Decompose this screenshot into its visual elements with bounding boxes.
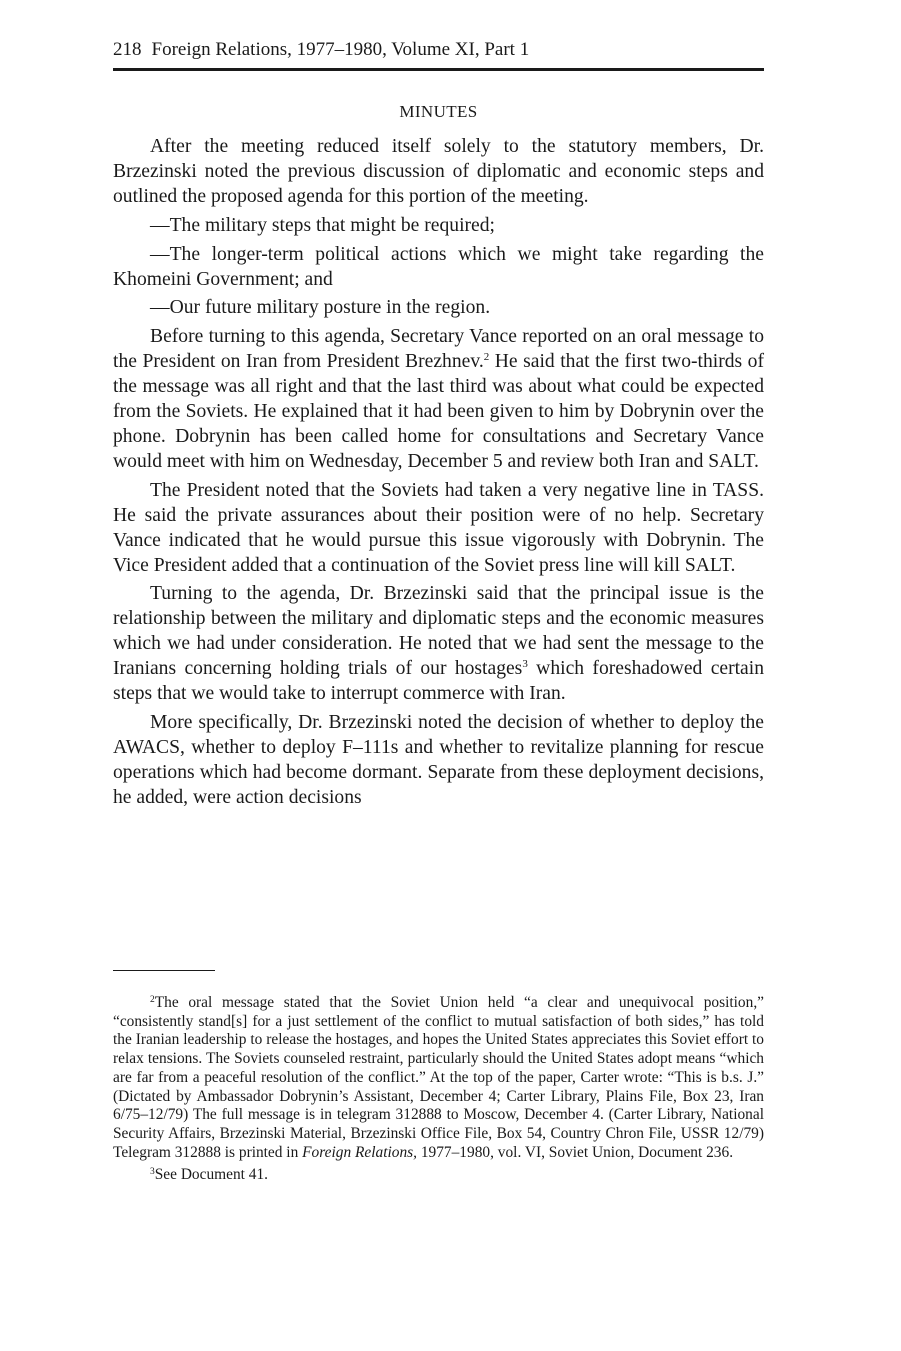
running-head — [113, 38, 764, 62]
paragraph — [113, 325, 764, 474]
paragraph: —The military steps that might be required; — [150, 214, 495, 236]
footnotes — [113, 994, 764, 1189]
footnote-text: See Document 41. — [154, 1166, 269, 1184]
volume-title: Foreign Relations, 1977–1980, Volume XI, Part 1 — [151, 39, 530, 60]
footnote-marker: 2 — [150, 995, 155, 1005]
footnote-text: The oral message stated that the Soviet Union held “a clear and unequivocal position,” “consistently stand[s] for a just settlement of the conflict to mutual satisfaction of both sides,” has told the Iranian leadership to release the hostages, and hopes the United States appreciates this Soviet effort to relax tensions. The Soviets counseled restraint, particularly should the United States adopt means “which are far from a peaceful resolution of the conflict.” At the top of the paper, Carter wrote: “This is b.s. J.” (Dictated by Ambassador Dobrynin’s Assistant, December 4; Carter Library, Plains File, Box 23, Iran 6/75–12/79) The full message is in telegram 312888 to Moscow, December 4. (Carter Library, National Security Affairs, Brzezinski Material, Brzezinski Office File, Box 54, Country Chron File, USSR 12/79) Telegram 312888 is printed in — [113, 994, 764, 1161]
footnote-text: 1977–1980, vol. VI, Soviet Union, Document 236. — [416, 1143, 734, 1161]
footnote-ref[interactable]: 3 — [522, 658, 528, 671]
footnote-2 — [113, 994, 764, 1162]
paragraph — [113, 582, 764, 707]
footnote-italic: Foreign Relations, — [302, 1143, 417, 1161]
body-text — [113, 135, 764, 811]
page — [113, 38, 764, 815]
footnote-marker: 3 — [150, 1167, 155, 1178]
paragraph: —The longer-term political actions which we might take regarding the Khomeini Government; and — [113, 243, 764, 290]
header-rule — [113, 68, 764, 71]
footnote-3 — [113, 1166, 764, 1185]
paragraph-text: Turning to the agenda, Dr. Brzezinski said that the principal issue is the relationship between the military and diplomatic steps and the economic measures which we had under consideration. He noted that we had sent the message to the Iranians concerning holding trials of our hostages — [113, 583, 764, 680]
paragraph-text: He said that the first two-thirds of the message was all right and that the last third was about what could be expected from the Soviets. He explained that it had been given to him by Dobrynin over the phone. Dobrynin has been called home for consultations and Secretary Vance would meet with him on Wednesday, December 5 and review both Iran and SALT. — [113, 351, 764, 472]
footnote-rule — [113, 970, 215, 971]
paragraph: The President noted that the Soviets had taken a very negative line in TASS. He said the private assurances about their position were of no help. Secretary Vance indicated that he would pursue this issue vigorously with Dobrynin. The Vice President added that a continuation of the Soviet press line will kill SALT. — [113, 479, 764, 576]
footnote-ref[interactable]: 2 — [483, 351, 490, 364]
page-number: 218 — [113, 39, 142, 60]
section-title: MINUTES — [399, 102, 478, 121]
paragraph-text: Before turning to this agenda, Secretary Vance reported on an oral message to the President on Iran from President Brezhnev. — [113, 326, 764, 373]
paragraph: —Our future military posture in the region. — [150, 297, 491, 319]
paragraph-text: which foreshadowed certain steps that we would take to interrupt commerce with Iran. — [113, 658, 764, 705]
paragraph: More specifically, Dr. Brzezinski noted the decision of whether to deploy the AWACS, whether to deploy F–111s and whether to revitalize planning for rescue operations which had become dormant. Separate from these deployment decisions, he added, were action decisions — [113, 711, 764, 808]
paragraph: After the meeting reduced itself solely to the statutory members, Dr. Brzezinski noted the previous discussion of diplomatic and economic steps and outlined the proposed agenda for this portion of the meeting. — [113, 136, 764, 207]
